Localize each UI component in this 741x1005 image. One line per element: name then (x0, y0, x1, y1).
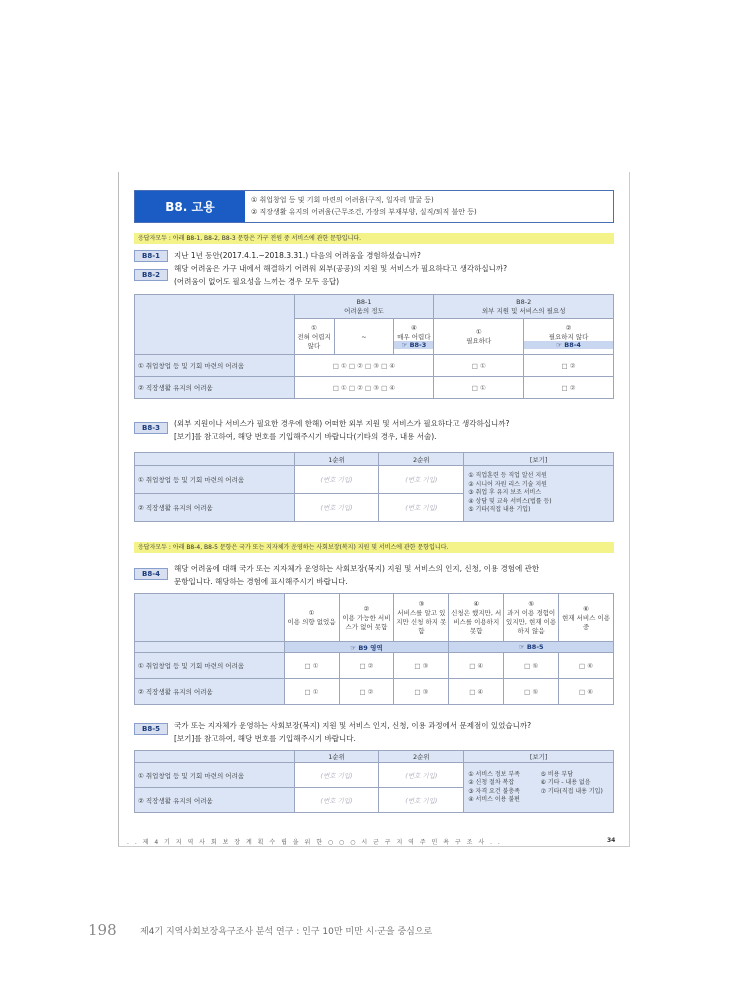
legend-item: ⑤ 비용 부담 (540, 770, 574, 778)
col-need-no (524, 319, 614, 355)
service-priority-table-1 (134, 452, 614, 522)
question-b8-1: 지난 1년 동안(2017.4.1.~2018.3.31.) 다음의 어려움을 경험하셨습니까? (174, 251, 421, 260)
section-description (245, 191, 613, 222)
rank-1-input[interactable]: (번호 기입) (294, 494, 379, 522)
legend-item: ② 시니어 자원 리스 기술 지원 (468, 480, 547, 488)
link-b9[interactable]: ☞ B9 영역 (284, 642, 449, 653)
experience-checkbox[interactable]: □ ② (339, 653, 394, 679)
col-applied-not-used (449, 594, 504, 642)
col-label: 과거 이용 경험이 있지만, 현재 이용하지 않음 (506, 609, 557, 635)
col-current-use (559, 594, 614, 642)
header-rank-2: 2순위 (379, 751, 464, 763)
rank-2-input[interactable]: (번호 기입) (379, 466, 464, 494)
col-label: 매우 어렵다 (397, 333, 431, 341)
survey-page (118, 172, 630, 847)
row-label: ② 직장생활 유지의 어려움 (135, 788, 295, 813)
header-line-2: ② 직장생활 유지의 어려움(근무조건, 가장의 부재부양, 실직/퇴직 불안 등) (251, 208, 477, 216)
legend-item: ② 신청 절차 복잡 (468, 779, 515, 786)
experience-checkbox[interactable]: □ ③ (394, 679, 449, 705)
group-tag-b8-2: B8-2 (516, 298, 532, 306)
experience-checkbox[interactable]: □ ① (284, 653, 339, 679)
instruction-bar-1: 응답자모두 : 아래 B8-1, B8-2, B8-3 문항은 가구 전원 중 서비스에 관한 문항입니다. (134, 233, 614, 244)
question-b8-3: (외부 지원이나 서비스가 필요한 경우에 한해) 어떠한 외부 지원 및 서비스가 필요하다고 생각하십니까? (174, 419, 510, 428)
col-label: 필요하지 않다 (548, 333, 589, 341)
legend-item: ③ 자격 요건 불충족 (468, 787, 520, 795)
experience-checkbox[interactable]: □ ⑤ (504, 653, 559, 679)
experience-checkbox[interactable]: □ ② (339, 679, 394, 705)
col-num: ④ (410, 324, 417, 332)
page-number: 198 (88, 921, 117, 939)
link-b8-5[interactable]: ☞ B8-5 (449, 642, 614, 653)
options-legend (464, 466, 614, 522)
row-label: ② 직장생활 유지의 어려움 (135, 494, 295, 522)
row-label: ① 취업창업 등 및 기회 마련의 어려움 (135, 355, 295, 377)
question-b8-2: 해당 어려움은 가구 내에서 해결하기 어려워 외부(공공)의 지원 및 서비스가 필요하다고 생각하십니까? (174, 264, 508, 273)
header-line-1: ① 취업창업 등 및 기회 마련의 어려움(구직, 일자리 발굴 등) (251, 196, 434, 204)
col-num: ③ (418, 600, 425, 608)
instruction-bar-2: 응답자모두 : 아래 B8-4, B8-5 문항은 국가 또는 지자체가 운영하는 사회보장(복지) 지원 및 서비스에 관한 문항입니다. (134, 542, 614, 553)
service-experience-table (134, 593, 614, 705)
experience-checkbox[interactable]: □ ③ (394, 653, 449, 679)
col-num: ① (308, 609, 315, 617)
group-label-difficulty: 어려움의 정도 (344, 307, 384, 315)
question-b8-4: 해당 어려움에 대해 국가 또는 지자체가 운영하는 사회보장(복지) 지원 및 서비스의 인지, 신청, 이용 경험에 관한 (174, 564, 540, 573)
page-footer-title: 제4기 지역사회보장욕구조사 분석 연구 : 인구 10만 미만 시·군을 중심으로 (140, 927, 433, 937)
need-yes-checkbox[interactable]: □ ① (434, 355, 524, 377)
header-rank-2: 2순위 (379, 453, 464, 466)
rank-1-input[interactable]: (번호 기입) (294, 788, 379, 813)
rank-1-input[interactable]: (번호 기입) (294, 763, 379, 788)
table1-group-need (434, 295, 614, 319)
col-no-intent (284, 594, 339, 642)
experience-checkbox[interactable]: □ ⑥ (559, 653, 614, 679)
group-label-need: 외부 지원 및 서비스의 필요성 (481, 307, 566, 315)
col-label: 신청은 했지만, 서비스를 이용하지 못함 (451, 609, 502, 635)
row-label: ① 취업창업 등 및 기회 마련의 어려움 (135, 653, 285, 679)
legend-item: ⑥ 기타 - 내용 없음 (540, 779, 591, 786)
legend-left (468, 771, 536, 805)
need-no-checkbox[interactable]: □ ② (524, 377, 614, 399)
legend-item: ⑤ 기타(직접 내용 기입) (468, 506, 531, 514)
col-num: ⑤ (528, 600, 535, 608)
question-b8-3-note: [보기]를 참고하여, 해당 번호를 기입해주시기 바랍니다(기타의 경우, 내용 서술). (174, 432, 437, 441)
experience-checkbox[interactable]: □ ④ (449, 679, 504, 705)
col-num: ② (565, 324, 572, 332)
experience-checkbox[interactable]: □ ① (284, 679, 339, 705)
difficulty-scale-checkboxes[interactable]: □ ① □ ② □ ③ □ ④ (294, 355, 434, 377)
question-b8-5: 국가 또는 지자체가 운영하는 사회보장(복지) 지원 및 서비스 인지, 신청, 이용 과정에서 문제점이 있었습니까? (174, 721, 532, 730)
need-no-checkbox[interactable]: □ ② (524, 355, 614, 377)
experience-checkbox[interactable]: □ ④ (449, 653, 504, 679)
question-tag-b8-5: B8-5 (134, 723, 168, 735)
col-num: ④ (473, 600, 480, 608)
table2-corner (135, 453, 295, 466)
group-tag-b8-1: B8-1 (356, 298, 372, 306)
table4-corner (135, 751, 295, 763)
header-options: [보기] (464, 453, 614, 466)
legend-item: ③ 취업 후 유지 보조 서비스 (468, 489, 542, 497)
legend-item: ④ 상담 및 교육 서비스(법률 등) (468, 497, 552, 505)
inner-footer: . . 제 4 기 지 역 사 회 보 장 계 획 수 립 을 위 한 ○ ○ ○ 시 군 구 지 역 주 민 욕 구 조 사 . . (127, 839, 502, 846)
row-label: ① 취업창업 등 및 기회 마련의 어려움 (135, 466, 295, 494)
legend-item: ① 서비스 정보 부족 (468, 770, 520, 778)
section-title: B8. 고용 (135, 191, 245, 222)
question-tag-b8-2: B8-2 (134, 269, 168, 281)
col-num: ⑥ (583, 604, 589, 613)
need-yes-checkbox[interactable]: □ ① (434, 377, 524, 399)
inner-page-number: 34 (607, 837, 616, 844)
col-not-applied (394, 594, 449, 642)
col-num: ② (363, 604, 370, 613)
difficulty-scale-checkboxes[interactable]: □ ① □ ② □ ③ □ ④ (294, 377, 434, 399)
col-not-difficult (294, 319, 334, 355)
col-need-yes (434, 319, 524, 355)
row-label: ② 직장생활 유지의 어려움 (135, 377, 295, 399)
difficulty-need-table (134, 294, 614, 399)
col-label: 이용 의향 없었음 (287, 618, 336, 626)
section-header (134, 190, 614, 223)
table3-corner (135, 594, 285, 642)
legend-item: ④ 서비스 이용 불편 (468, 796, 520, 803)
col-label: 현재 서비스 이용 중 (561, 613, 611, 631)
rank-2-input[interactable]: (번호 기입) (379, 494, 464, 522)
col-past-use (504, 594, 559, 642)
table1-corner (135, 295, 295, 355)
service-priority-table-2 (134, 750, 614, 813)
question-tag-b8-1: B8-1 (134, 250, 168, 262)
rank-2-input[interactable]: (번호 기입) (379, 788, 464, 813)
experience-checkbox[interactable]: □ ⑤ (504, 679, 559, 705)
table3-link-row-label (135, 642, 285, 653)
row-label: ① 취업창업 등 및 기회 마련의 어려움 (135, 763, 295, 788)
col-label: 이용 가능한 서비스가 없어 못함 (342, 613, 391, 631)
rank-2-input[interactable]: (번호 기입) (379, 763, 464, 788)
question-b8-4-note: 문항입니다. 해당하는 경험에 표시해주시기 바랍니다. (174, 577, 348, 586)
col-label: 전혀 어렵지 않다 (297, 332, 331, 350)
rank-1-input[interactable]: (번호 기입) (294, 466, 379, 494)
table1-group-difficulty (294, 295, 434, 319)
row-label: ② 직장생활 유지의 어려움 (135, 679, 285, 705)
legend-item: ⑦ 기타(직접 내용 기입) (540, 787, 603, 795)
col-num: ① (311, 323, 317, 332)
header-rank-1: 1순위 (294, 453, 379, 466)
question-b8-5-note: [보기]를 참고하여, 해당 번호를 기입해주시기 바랍니다. (174, 734, 356, 743)
question-b8-2-note: (어려움이 없어도 필요성을 느끼는 경우 모두 응답) (174, 277, 340, 286)
link-b8-4[interactable]: ☞ B8-4 (524, 341, 613, 349)
col-no-service (339, 594, 394, 642)
col-very-difficult (394, 319, 434, 355)
col-label: 서비스를 알고 있지만 신청 하지 못함 (396, 609, 447, 635)
header-options: [보기] (464, 751, 614, 763)
legend-right (541, 771, 609, 805)
header-rank-1: 1순위 (294, 751, 379, 763)
question-tag-b8-3: B8-3 (134, 422, 168, 434)
options-legend (464, 763, 614, 813)
question-tag-b8-4: B8-4 (134, 568, 168, 580)
col-range: ~ (334, 319, 394, 355)
experience-checkbox[interactable]: □ ⑥ (559, 679, 614, 705)
legend-item: ① 직업훈련 등 직업 알선 지원 (468, 472, 547, 480)
col-num: ① (475, 328, 482, 336)
legend-columns (468, 771, 609, 805)
col-label: 필요하다 (466, 337, 492, 345)
link-b8-3[interactable]: ☞ B8-3 (394, 341, 433, 349)
